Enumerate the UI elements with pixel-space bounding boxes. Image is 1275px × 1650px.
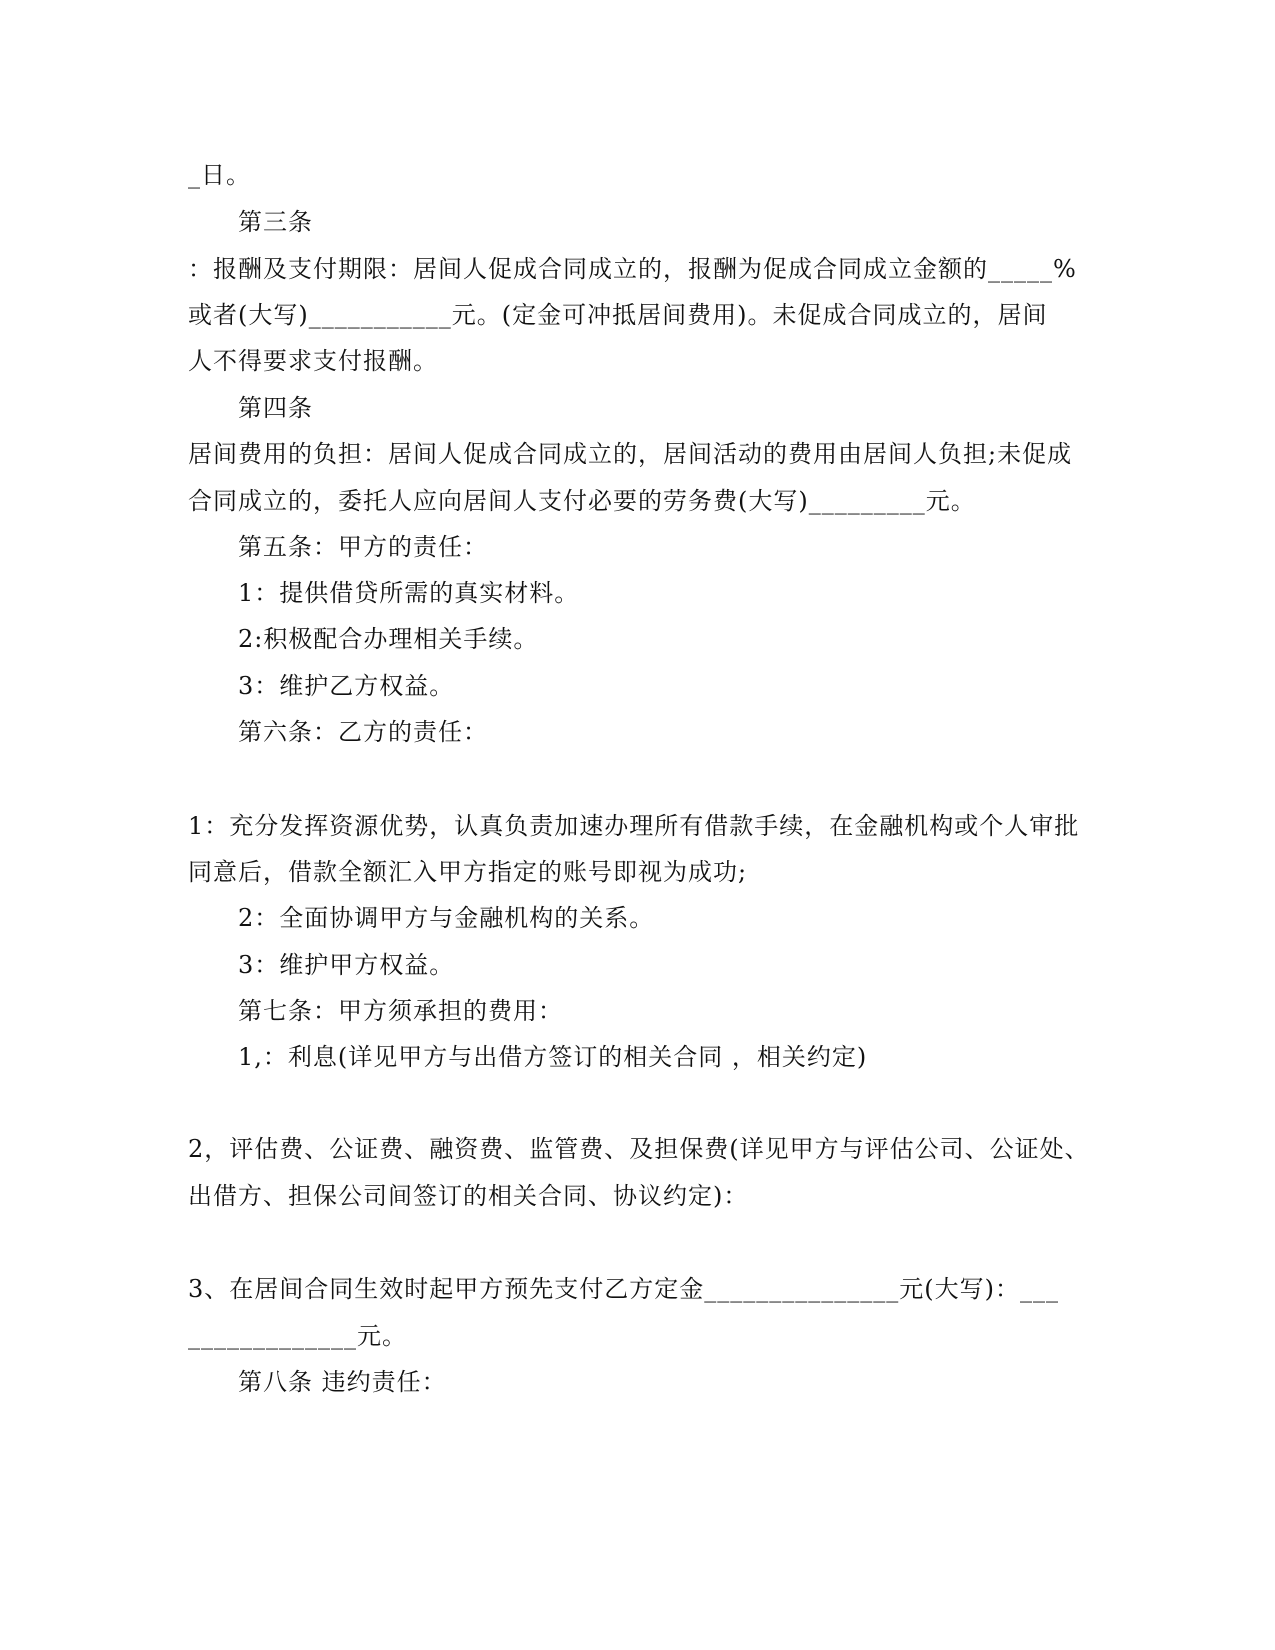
heading-article-5: 第五条：甲方的责任： — [238, 533, 488, 561]
list-item: 2：全面协调甲方与金融机构的关系。 — [238, 904, 655, 932]
list-item: 2:积极配合办理相关手续。 — [238, 625, 539, 653]
heading-article-3: 第三条 — [238, 208, 313, 236]
text-line: 合同成立的，委托人应向居间人支付必要的劳务费(大写)_________元。 — [188, 487, 976, 515]
text-line-date-end: _日。 — [188, 161, 251, 189]
heading-article-6: 第六条：乙方的责任： — [238, 718, 488, 746]
list-item: 1：充分发挥资源优势，认真负责加速办理所有借款手续，在金融机构或个人审批 — [188, 812, 1080, 840]
list-item: 3：维护甲方权益。 — [238, 951, 455, 979]
heading-article-4: 第四条 — [238, 394, 313, 422]
list-item: 3、在居间合同生效时起甲方预先支付乙方定金_______________元(大写)：___ — [188, 1275, 1059, 1303]
text-line: 出借方、担保公司间签订的相关合同、协议约定)： — [188, 1182, 749, 1210]
list-item: 3：维护乙方权益。 — [238, 672, 455, 700]
text-line: _____________元。 — [188, 1322, 407, 1350]
text-line: 或者(大写)___________元。(定金可冲抵居间费用)。未促成合同成立的，居间 — [188, 301, 1048, 329]
text-line: 居间费用的负担：居间人促成合同成立的，居间活动的费用由居间人负担;未促成 — [188, 440, 1073, 468]
text-line: ：报酬及支付期限：居间人促成合同成立的，报酬为促成合同成立金额的_____% — [188, 255, 1077, 283]
heading-article-8: 第八条 违约责任： — [238, 1368, 447, 1396]
heading-article-7: 第七条：甲方须承担的费用： — [238, 997, 563, 1025]
list-item: 1,：利息(详见甲方与出借方签订的相关合同 ，相关约定) — [238, 1043, 868, 1071]
list-item: 2，评估费、公证费、融资费、监管费、及担保费(详见甲方与评估公司、公证处、 — [188, 1135, 1090, 1163]
list-item: 1：提供借贷所需的真实材料。 — [238, 579, 580, 607]
text-line: 人不得要求支付报酬。 — [188, 347, 438, 375]
text-line: 同意后，借款全额汇入甲方指定的账号即视为成功; — [188, 858, 748, 886]
